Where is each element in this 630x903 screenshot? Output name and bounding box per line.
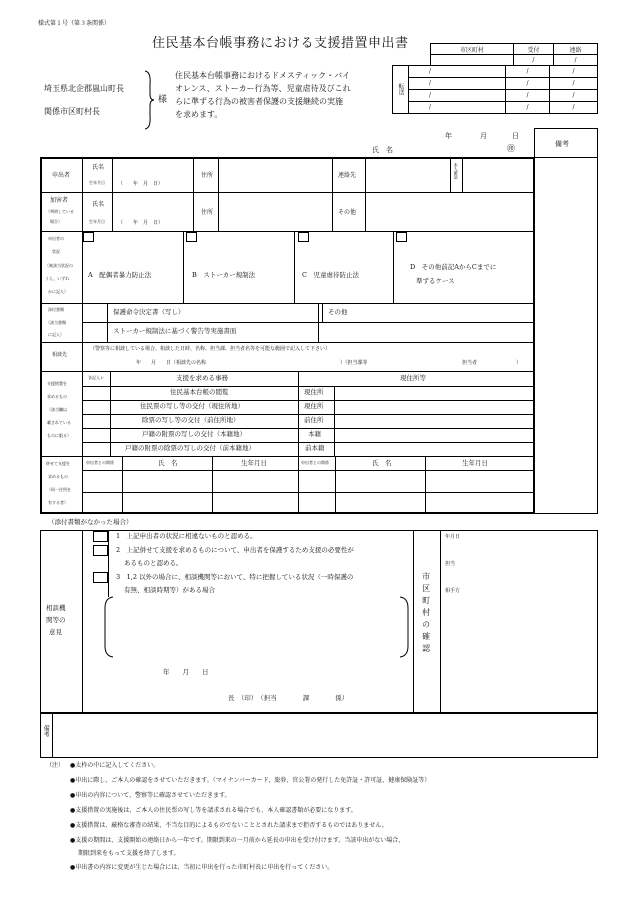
attachment-stalker-warning: ストーカー規制法に基づく警告等実施書面 [113, 327, 237, 335]
note-item: ●申出に際し、ご本人の確認をさせていただきます。（マイナンバーカード、旅券、官公署の発行した免許証・許可証、健康保険証等） [70, 777, 431, 784]
attachment-other: その他 [328, 308, 348, 316]
support-row-checkbox[interactable] [84, 444, 108, 455]
cohabitants-label: （同一住所を [47, 487, 71, 492]
support-service: 戸籍の附票の除票の写しの交付（前本籍地） [125, 444, 255, 452]
transfer-slash: / [549, 90, 597, 102]
transfer-slash: / [549, 102, 597, 114]
support-row-checkbox[interactable] [84, 402, 108, 413]
transfer-slash: / [409, 66, 506, 78]
transfer-slash: / [409, 78, 506, 90]
transfer-slash: / [506, 66, 550, 78]
form-title: 住民基本台帳事務における支援措置申出書 [152, 36, 409, 51]
transfer-slash: / [506, 102, 550, 114]
note-item: 期限到来をもって支援を終了します。 [78, 850, 180, 857]
attachments-label: 添付書類 [48, 307, 64, 312]
consultation-date: 年 月 日（相談先の名称 [136, 360, 207, 366]
routing-slash: / [553, 55, 597, 66]
transfer-slash: / [549, 66, 597, 78]
addressee-line1: 埼玉県北企郡嵐山町長 [44, 84, 124, 93]
routing-table [430, 43, 598, 66]
support-label: ものに限る） [47, 433, 71, 438]
request-line: らに準ずる行為の被害者保護の支援継続の実施 [175, 97, 343, 106]
status-label: 申出者の [48, 236, 64, 241]
opinion-free-text[interactable] [116, 598, 396, 656]
perpetrator-birth-format: （ 年 月 日） [118, 220, 164, 226]
support-service: 住民基本台帳の閲覧 [170, 388, 229, 396]
opinion-label: 相談機 [46, 604, 66, 612]
identity-check-label: 本人確認 [453, 163, 459, 179]
bikou-bottom-label: 備考 [42, 725, 50, 737]
perpetrator-label: （判明している [46, 209, 74, 214]
applicant-address-label: 住所 [201, 172, 214, 179]
note-item: ●支援措置の実施後は、ご本人の住民票の写し等を請求される場合でも、本人確認書類が必要になります。 [70, 807, 357, 814]
status-option-d: D その他前記AからCまでに [410, 263, 497, 271]
support-address: 現住所 [304, 402, 324, 410]
consultation-label: 相談先 [52, 352, 68, 358]
cohabitants-label: 有する者） [48, 500, 68, 505]
support-service: 住民票の写し等の交付（現住所地） [140, 402, 244, 410]
opinion-label: 関等の [46, 616, 66, 624]
note-item: ●支援の期間は、支援開始の連絡日から一年です。期限到来の一月前から延長の申出を受け付けます。当該申出がない場合、 [70, 837, 405, 844]
support-row-checkbox[interactable] [84, 416, 108, 427]
opinion-item: 3 1,2 以外の場合に、相談機関等において、特に把握している状況（一時保護の [116, 573, 354, 581]
opinion-check-3[interactable] [93, 572, 108, 583]
opinion-check-1[interactable] [93, 531, 108, 542]
support-address: 本籍 [308, 430, 321, 438]
support-address: 現住所 [304, 388, 324, 396]
support-label: （該当欄以 [47, 407, 67, 412]
perpetrator-label: 場合） [50, 219, 62, 224]
opinion-bracket-right [398, 596, 410, 658]
status-label: うえ、いずれ [45, 276, 70, 281]
attachment-protection-order: 保護命令決定書（写し） [113, 308, 185, 316]
opinion-date: 年 月 日 [163, 668, 209, 676]
perpetrator-birth-label: 生年月日 [89, 219, 105, 224]
status-label: 状況 [52, 249, 60, 254]
status-b-checkbox[interactable] [186, 232, 197, 242]
cohabitant-birth-header: 生年月日 [241, 459, 267, 467]
status-option-a: A 配偶者暴力防止法 [88, 271, 152, 279]
opinion-check-2[interactable] [93, 545, 108, 556]
opinion-bracket-left [103, 596, 115, 658]
status-option-b: B ストーカー規制法 [192, 271, 256, 279]
transfer-slash: / [549, 78, 597, 90]
support-service: 戸籍の附票の写しの交付（本籍地） [142, 430, 246, 438]
perpetrator-name-label: 氏名 [92, 201, 105, 208]
support-check-header: 各記入レ [88, 375, 104, 380]
note-item: ●太枠の中に記入してください。 [70, 762, 160, 769]
request-line: 住民基本台帳事務におけるドメスティック・バイ [175, 71, 351, 80]
support-service: 除票の写し等の交付（前住所地） [142, 416, 240, 424]
cohabitant-name-header: 氏 名 [158, 459, 178, 467]
opinion-label: 意見 [49, 628, 62, 636]
status-label: かに記入） [48, 289, 68, 294]
cohabitants-label: 併せて支援を [46, 461, 70, 466]
support-label: 載されている [47, 420, 71, 425]
transfer-slash: / [409, 90, 506, 102]
transfer-slash: / [409, 102, 506, 114]
opinion-item: あるものと認める。 [124, 559, 183, 567]
date-month: 月 [480, 132, 487, 140]
applicant-address-field[interactable] [220, 160, 330, 190]
addressee-line2: 関係市区町村長 [44, 107, 100, 116]
routing-slash: / [513, 55, 553, 66]
bikou-column[interactable] [534, 128, 598, 514]
note-item: ●支援措置は、厳格な審査の結果、不当な目的によるものでないこととされた請求まで拒否するものではありません。 [70, 822, 388, 829]
cohabitants-label: 求めるもの [48, 474, 68, 479]
consultation-person: 担当者 [462, 360, 478, 366]
transfer-table [392, 65, 598, 114]
applicant-label: 申出者 [52, 172, 71, 179]
support-address: 前住所 [304, 416, 324, 424]
addressee-brace [143, 70, 155, 130]
status-option-d-cont: 準ずるケース [416, 277, 455, 285]
applicant-name-label: 氏名 [92, 164, 105, 171]
consultation-note: （警察等に相談している場合、相談した日時、名称、担当課、担当者名等を可能な範囲で記入して下さい） [90, 346, 331, 352]
support-address-header: 現住所等 [400, 374, 426, 382]
support-row-checkbox[interactable] [84, 430, 108, 441]
attachments-label: （該当書類 [46, 320, 66, 325]
perpetrator-label: 加害者 [50, 197, 69, 204]
support-row-checkbox[interactable] [84, 388, 108, 399]
routing-header-contact: 連絡 [553, 44, 597, 55]
notes-prefix: （注） [46, 762, 65, 769]
bikou-header: 備考 [555, 140, 569, 148]
transfer-slash: / [506, 90, 550, 102]
no-attachment-note: （添付書類がなかった場合） [48, 518, 133, 526]
municipal-check-label: 市区町村の確認 [421, 572, 431, 656]
applicant-birth-format: （ 年 月 日） [118, 181, 164, 187]
support-service-header: 支援を求める事務 [176, 374, 228, 382]
perpetrator-other-label: その他 [338, 209, 357, 216]
applicant-birth-label: 生年月日 [89, 180, 105, 185]
request-line: オレンス、ストーカー行為等、児童虐待及びこれ [175, 84, 351, 93]
applicant-contact-label: 連絡先 [338, 172, 357, 179]
support-label: 支援措置を [47, 381, 67, 386]
status-label: （被該当状況の [45, 263, 73, 268]
form-code: 様式第１号（第３条関係） [38, 20, 111, 27]
opinion-item: 1 上記申出者の状況に相違ないものと認める。 [116, 532, 257, 540]
municipal-field-date: 年月日 [445, 534, 461, 540]
cohabitant-birth-header: 生年月日 [462, 459, 488, 467]
relation-header: 申出者との関係 [86, 460, 114, 465]
signature-label: 氏 名 [372, 146, 393, 154]
consultation-dept: ）（担当課等 [340, 360, 368, 366]
date-year: 年 [445, 132, 452, 140]
consultation-close: ） [516, 360, 522, 366]
status-c-checkbox[interactable] [298, 232, 309, 242]
note-item: ●申出の内容について、警察等に確認させていただきます。 [70, 792, 231, 799]
opinion-sign-line: 長 （印） （担当 課 係） [228, 694, 349, 702]
bikou-bottom-frame[interactable] [40, 713, 598, 758]
status-option-c: C 児童虐待防止法 [302, 271, 359, 279]
transfer-label: 転送 [397, 82, 404, 95]
relation-header: 申出者との関係 [301, 460, 329, 465]
opinion-item: 2 上記併せて支援を求めるものについて、申出者を保護するため支援の必要性が [116, 546, 354, 554]
seal-mark: ㊞ [507, 144, 515, 153]
addressee-sama: 様 [158, 95, 168, 105]
support-label: 求めるもの [47, 394, 67, 399]
date-day: 日 [512, 132, 519, 140]
transfer-slash: / [506, 78, 550, 90]
routing-header-municipality: 市区町村 [431, 44, 514, 55]
municipal-field-counterpart: 相手方 [445, 588, 461, 594]
request-line: を求めます。 [175, 110, 223, 119]
status-a-checkbox[interactable] [83, 232, 94, 242]
note-item: ●申出書の内容に変更が生じた場合には、当初に申出を行った市町村長に申出を行ってください。 [70, 864, 334, 871]
cohabitant-name-header: 氏 名 [372, 459, 392, 467]
municipal-field-person: 担当 [445, 561, 456, 567]
perpetrator-address-label: 住所 [201, 209, 214, 216]
attachments-label: に記入） [48, 332, 64, 337]
opinion-item: 有無、相談時期等）がある場合 [124, 586, 215, 594]
status-d-checkbox[interactable] [396, 232, 407, 242]
routing-header-reception: 受付 [513, 44, 553, 55]
support-address: 前本籍 [305, 444, 325, 452]
